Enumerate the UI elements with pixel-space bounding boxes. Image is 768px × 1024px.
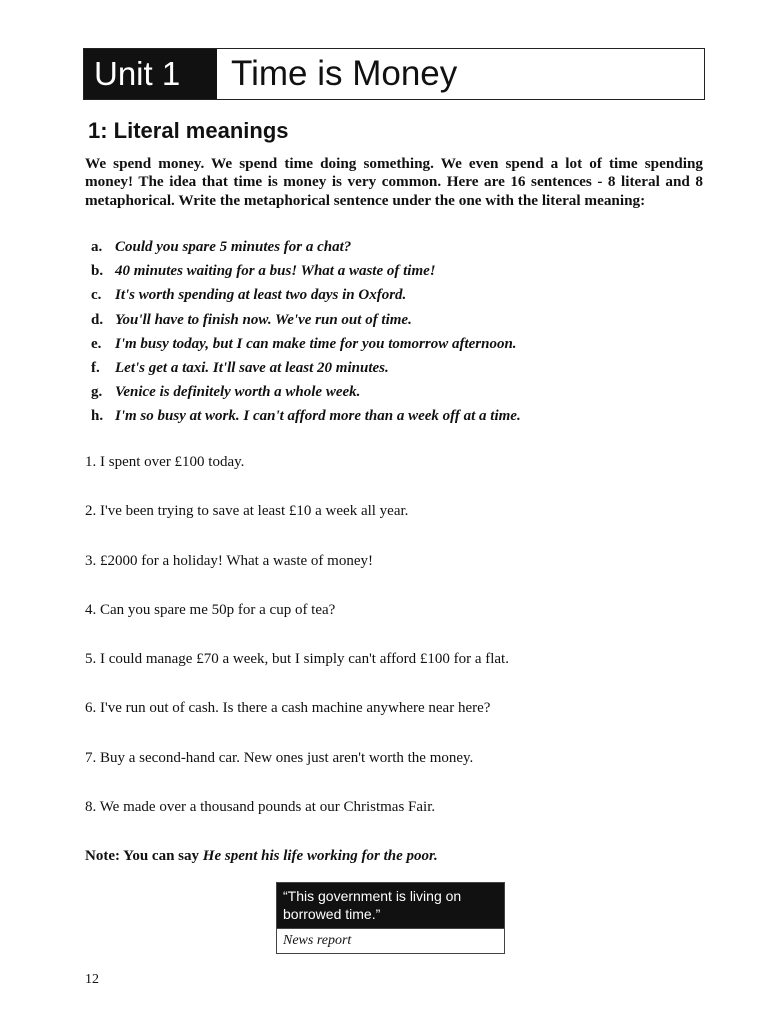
quote-text: “This government is living on borrowed time.” bbox=[277, 883, 504, 928]
sentence-text: You'll have to finish now. We've run out of time. bbox=[115, 311, 412, 328]
quote-source: News report bbox=[277, 928, 504, 953]
page-number: 12 bbox=[85, 972, 99, 987]
money-sentence: 6. I've run out of cash. Is there a cash machine anywhere near here? bbox=[85, 700, 491, 717]
literal-sentence-list bbox=[91, 237, 703, 431]
unit-title: Time is Money bbox=[231, 54, 458, 93]
note bbox=[85, 846, 438, 866]
sentence-text: Venice is definitely worth a whole week. bbox=[115, 384, 361, 401]
literal-sentence bbox=[91, 310, 703, 334]
sentence-letter: e. bbox=[91, 335, 102, 352]
intro-paragraph: We spend money. We spend time doing something. We even spend a lot of time spending money! The idea that time is money is very common. Here are 16 sentences - 8 literal and 8 metaphorical. Write the metaphorical sentence under the one with the literal meaning: bbox=[85, 155, 703, 209]
literal-sentence bbox=[91, 334, 703, 358]
sentence-letter: c. bbox=[91, 287, 102, 304]
note-label: Note: You can say bbox=[85, 848, 200, 864]
unit-header bbox=[83, 48, 705, 100]
literal-sentence bbox=[91, 406, 703, 430]
money-sentence: 4. Can you spare me 50p for a cup of tea? bbox=[85, 601, 336, 618]
literal-sentence bbox=[91, 261, 703, 285]
money-sentence-list bbox=[85, 452, 703, 846]
money-sentence: 2. I've been trying to save at least £10 a week all year. bbox=[85, 503, 409, 520]
section-heading: 1: Literal meanings bbox=[88, 118, 289, 143]
sentence-text: It's worth spending at least two days in Oxford. bbox=[115, 287, 407, 304]
sentence-text: I'm busy today, but I can make time for you tomorrow afternoon. bbox=[115, 335, 517, 352]
literal-sentence bbox=[91, 285, 703, 309]
sentence-letter: h. bbox=[91, 408, 104, 425]
unit-label: Unit 1 bbox=[84, 49, 217, 99]
quote-box bbox=[276, 882, 505, 954]
sentence-letter: b. bbox=[91, 263, 104, 280]
sentence-text: I'm so busy at work. I can't afford more than a week off at a time. bbox=[115, 408, 521, 425]
literal-sentence bbox=[91, 237, 703, 261]
sentence-letter: d. bbox=[91, 311, 104, 328]
note-example: He spent his life working for the poor. bbox=[202, 848, 438, 864]
sentence-text: 40 minutes waiting for a bus! What a waste of time! bbox=[115, 263, 436, 280]
money-sentence: 1. I spent over £100 today. bbox=[85, 454, 245, 470]
money-sentence: 3. £2000 for a holiday! What a waste of money! bbox=[85, 552, 373, 569]
money-sentence: 5. I could manage £70 a week, but I simply can't afford £100 for a flat. bbox=[85, 651, 509, 668]
literal-sentence bbox=[91, 382, 703, 406]
literal-sentence bbox=[91, 358, 703, 382]
sentence-text: Could you spare 5 minutes for a chat? bbox=[115, 239, 352, 255]
sentence-letter: g. bbox=[91, 384, 103, 401]
money-sentence: 7. Buy a second-hand car. New ones just aren't worth the money. bbox=[85, 749, 474, 766]
sentence-letter: f. bbox=[91, 359, 100, 376]
money-sentence: 8. We made over a thousand pounds at our Christmas Fair. bbox=[85, 799, 436, 816]
sentence-letter: a. bbox=[91, 239, 103, 255]
sentence-text: Let's get a taxi. It'll save at least 20 minutes. bbox=[115, 359, 389, 376]
